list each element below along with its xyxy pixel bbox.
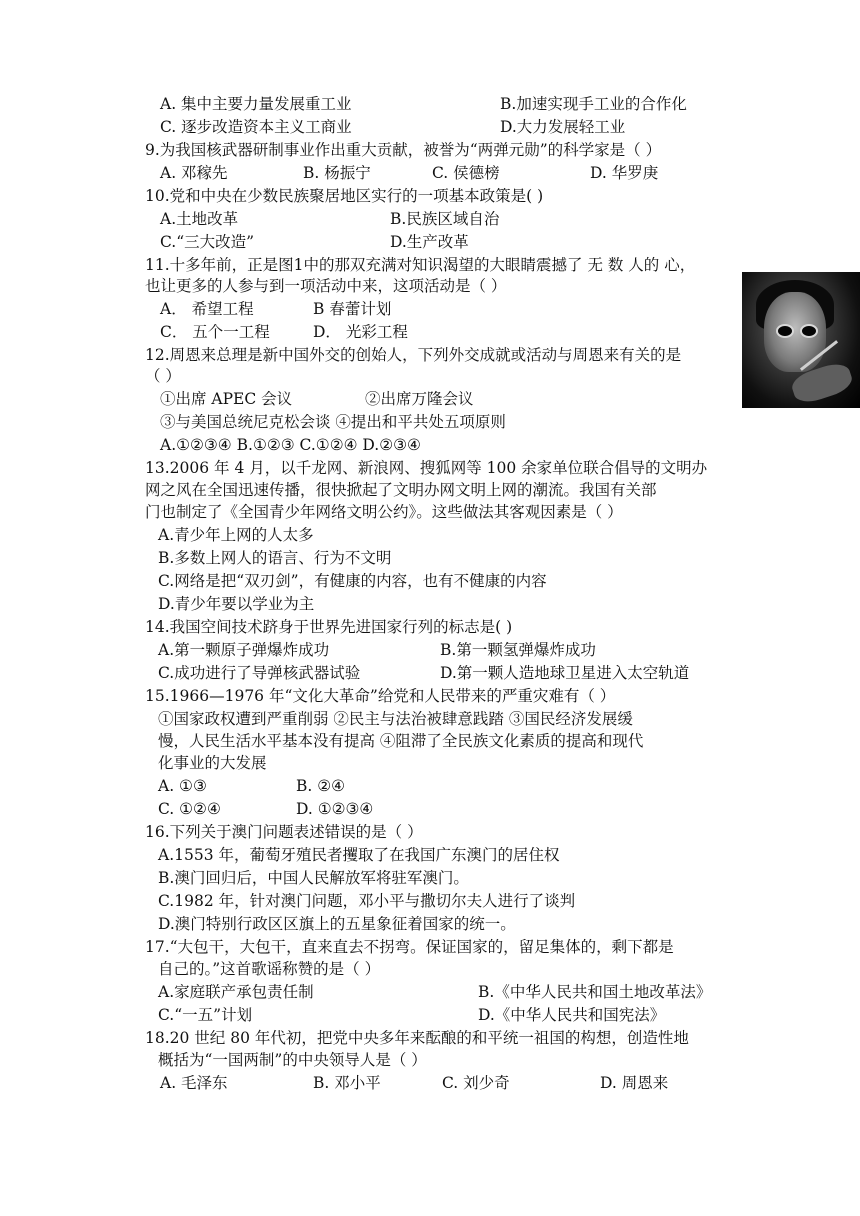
text-line: 也让更多的人参与到一项活动中来，这项活动是（ ） [145,277,507,295]
text-line: 15.1966—1976 年“文化大革命”给党和人民带来的严重灾难有（ ） [145,687,616,705]
text-line: 18.20 世纪 80 年代初，把党中央多年来酝酿的和平统一祖国的构想，创造性地 [145,1029,689,1047]
text-line: A.青少年上网的人太多 [158,526,314,544]
text-line: 网之风在全国迅速传播，很快掀起了文明办网文明上网的潮流。我国有关部 [145,481,657,499]
text-line: D.大力发展轻工业 [500,118,626,136]
text-line: 16.下列关于澳门问题表述错误的是（ ） [145,823,423,841]
text-line: A.1553 年，葡萄牙殖民者攫取了在我国广东澳门的居住权 [158,846,560,864]
text-line: 17.“大包干，大包干，直来直去不拐弯。保证国家的，留足集体的，剩下都是 [145,938,674,956]
text-line: B.多数上网人的语言、行为不文明 [158,549,392,567]
text-line: D.生产改革 [390,233,469,251]
text-line: ②出席万隆会议 [365,390,474,408]
text-line: 14.我国空间技术跻身于世界先进国家行列的标志是( ) [145,618,513,636]
text-line: A． 希望工程 [160,300,254,318]
text-line: A.土地改革 [160,210,239,228]
text-line: 9.为我国核武器研制事业作出重大贡献，被誉为“两弹元勋”的科学家是（ ） [145,141,662,159]
text-line: B.《中华人民共和国土地改革法》 [478,983,712,1001]
text-line: C.成功进行了导弹核武器试验 [158,664,361,682]
text-line: C.网络是把“双刃剑”，有健康的内容，也有不健康的内容 [158,572,547,590]
text-line: A. 毛泽东 [160,1074,228,1092]
text-line: D.第一颗人造地球卫星进入太空轨道 [440,664,690,682]
text-line: A.家庭联产承包责任制 [158,983,314,1001]
text-line: ①国家政权遭到严重削弱 ②民主与法治被肆意践踏 ③国民经济发展缓 [158,710,633,728]
text-line: D.澳门特别行政区区旗上的五星象征着国家的统一。 [158,915,516,933]
text-line: B. ②④ [296,777,346,795]
text-line: 10.党和中央在少数民族聚居地区实行的一项基本政策是( ) [145,187,544,205]
text-line: D. ①②③④ [296,800,374,818]
text-line: C.“一五”计划 [158,1006,253,1024]
text-line: B.澳门回归后，中国人民解放军将驻军澳门。 [158,869,469,887]
text-line: D.青少年要以学业为主 [158,595,315,613]
text-line: B.第一颗氢弹爆炸成功 [440,641,596,659]
text-line: A. 集中主要力量发展重工业 [160,95,352,113]
text-line: C． 五个一工程 [160,323,270,341]
text-line: 自己的。”这首歌谣称赞的是（ ） [158,960,381,978]
text-line: A. 邓稼先 [160,164,228,182]
text-line: ③与美国总统尼克松会谈 ④提出和平共处五项原则 [160,413,506,431]
text-line: 化事业的大发展 [158,754,267,772]
text-line: C.1982 年，针对澳门问题，邓小平与撒切尔夫人进行了谈判 [158,892,576,910]
text-line: B 春蕾计划 [313,300,392,318]
text-line: 慢，人民生活水平基本没有提高 ④阻滞了全民族文化素质的提高和现代 [158,732,644,750]
text-line: C.“三大改造” [160,233,255,251]
text-line: C. 侯德榜 [432,164,500,182]
text-line: B.加速实现手工业的合作化 [500,95,687,113]
text-line: A. ①③ [158,777,207,795]
text-line: （ ） [145,367,181,385]
text-line: D. 华罗庚 [590,164,659,182]
photo-left-eye [776,324,794,338]
text-line: 11.十多年前，正是图1中的那双充满对知识渴望的大眼睛震撼了 无 数 人的 心， [145,256,696,274]
text-line: C. ①②④ [158,800,221,818]
text-line: A.①②③④ B.①②③ C.①②④ D.②③④ [160,436,421,454]
text-line: B.民族区域自治 [390,210,500,228]
text-line: A.第一颗原子弹爆炸成功 [158,641,330,659]
figure-1-photo [742,272,860,408]
text-line: C. 刘少奇 [442,1074,510,1092]
text-line: D.《中华人民共和国宪法》 [478,1006,666,1024]
text-line: 13.2006 年 4 月，以千龙网、新浪网、搜狐网等 100 余家单位联合倡导的文明办 [145,459,708,477]
text-line: C. 逐步改造资本主义工商业 [160,118,352,136]
text-line: 概括为“一国两制”的中央领导人是（ ） [158,1051,427,1069]
text-line: B. 邓小平 [313,1074,381,1092]
text-line: ①出席 APEC 会议 [160,390,293,408]
text-line: D． 光彩工程 [313,323,408,341]
photo-right-eye [800,324,818,338]
text-line: 门也制定了《全国青少年网络文明公约》。这些做法其客观因素是（ ） [145,503,623,521]
text-line: B. 杨振宁 [303,164,371,182]
text-line: D. 周恩来 [600,1074,669,1092]
text-line: 12.周恩来总理是新中国外交的创始人，下列外交成就或活动与周恩来有关的是 [145,346,682,364]
